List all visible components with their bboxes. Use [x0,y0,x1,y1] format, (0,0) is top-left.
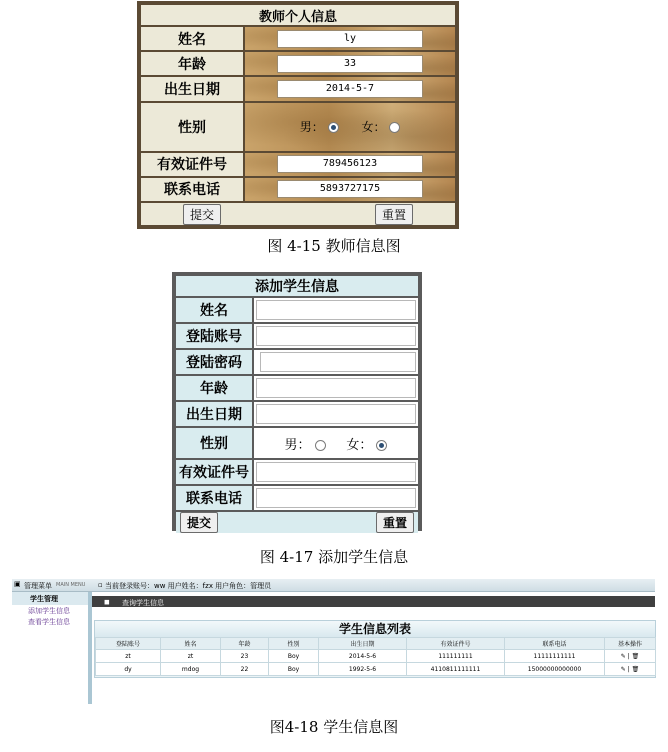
sidebar-heading: 学生管理 [12,592,88,605]
table-cell: 15000000000000 [505,663,605,676]
table-cell: 2014-5-6 [319,650,407,663]
age-field[interactable]: 33 [277,55,423,73]
delete-icon[interactable]: 🗑 [631,652,640,660]
breadcrumb: 查询学生信息 [122,599,164,607]
row-actions: ✎ | 🗑 [605,650,656,663]
gender-male-label: 男： [284,437,311,453]
table-cell: Boy [269,663,319,676]
column-header: 年龄 [221,638,269,650]
student-list-panel [94,620,656,678]
age-label: 年龄 [141,52,243,75]
table-cell: dy [96,663,161,676]
student-table [95,637,656,676]
account-input[interactable] [256,326,416,346]
column-header: 联系电话 [505,638,605,650]
phone-input[interactable] [256,488,416,508]
form-title: 添加学生信息 [176,276,418,296]
gender-female-radio[interactable] [389,122,400,133]
name-field[interactable]: ly [277,30,423,48]
gender-female-radio[interactable] [376,440,387,451]
gender-label: 性别 [176,428,252,458]
column-header: 基本操作 [605,638,656,650]
birthdate-label: 出生日期 [141,77,243,100]
gender-female-label: 女： [346,437,373,453]
birthdate-input[interactable] [256,404,416,424]
add-student-form [172,272,422,531]
table-cell: mdog [161,663,221,676]
table-cell: Boy [269,650,319,663]
list-title: 学生信息列表 [95,621,655,637]
table-cell: 23 [221,650,269,663]
table-cell: 4110811111111 [407,663,505,676]
table-cell: 1992-5-6 [319,663,407,676]
breadcrumb-icon: ◼ [104,598,110,606]
breadcrumb-bar [92,596,655,607]
name-input[interactable] [256,300,416,320]
form-title: 教师个人信息 [141,5,455,25]
id-number-field[interactable]: 789456123 [277,155,423,173]
reset-button[interactable]: 重置 [376,512,414,533]
top-bar [12,579,655,592]
column-header: 性别 [269,638,319,650]
login-info: 当前登录账号：ww 用户姓名：fzx 用户角色：管理员 [105,582,272,590]
student-list-screen [12,579,655,704]
gender-male-label: 男： [299,120,324,135]
birthdate-label: 出生日期 [176,402,252,426]
column-header: 有效证件号 [407,638,505,650]
submit-button[interactable]: 提交 [180,512,218,533]
password-input[interactable] [260,352,416,372]
gender-radio-group [245,103,455,151]
account-label: 登陆账号 [176,324,252,348]
id-number-label: 有效证件号 [176,460,252,484]
menu-title: 管理菜单 [24,582,52,590]
sidebar-item-add-student[interactable]: 添加学生信息 [28,607,70,615]
reset-button[interactable]: 重置 [375,204,413,225]
figure-caption: 图 4-15 教师信息图 [267,237,401,255]
table-cell: zt [96,650,161,663]
sidebar [12,592,92,704]
column-header: 姓名 [161,638,221,650]
gender-radio-group [254,428,418,458]
menu-icon: ▣ [14,580,21,588]
sidebar-item-view-students[interactable]: 查看学生信息 [28,618,70,626]
row-actions: ✎ | 🗑 [605,663,656,676]
table-row [96,663,656,676]
name-label: 姓名 [176,298,252,322]
table-cell: 111111111 [407,650,505,663]
age-label: 年龄 [176,376,252,400]
submit-button[interactable]: 提交 [183,204,221,225]
table-cell: 11111111111 [505,650,605,663]
id-number-input[interactable] [256,462,416,482]
user-icon: ▫ [98,581,103,589]
edit-icon[interactable]: ✎ [620,652,626,660]
delete-icon[interactable]: 🗑 [631,665,640,673]
table-header-row [96,638,656,650]
phone-field[interactable]: 5893727175 [277,180,423,198]
table-row [96,650,656,663]
age-input[interactable] [256,378,416,398]
password-label: 登陆密码 [176,350,252,374]
figure-caption: 图4-18 学生信息图 [269,718,399,736]
edit-icon[interactable]: ✎ [620,665,626,673]
gender-label: 性别 [141,103,243,151]
phone-label: 联系电话 [176,486,252,510]
column-header: 登陆账号 [96,638,161,650]
table-cell: 22 [221,663,269,676]
menu-subtitle: MAIN MENU [56,582,86,588]
gender-male-radio[interactable] [315,440,326,451]
column-header: 出生日期 [319,638,407,650]
table-cell: zt [161,650,221,663]
name-label: 姓名 [141,27,243,50]
teacher-info-form [137,1,459,229]
figure-caption: 图 4-17 添加学生信息 [259,548,409,566]
gender-male-radio[interactable] [328,122,339,133]
id-number-label: 有效证件号 [141,153,243,176]
gender-female-label: 女： [361,120,386,135]
birthdate-field[interactable]: 2014-5-7 [277,80,423,98]
phone-label: 联系电话 [141,178,243,201]
